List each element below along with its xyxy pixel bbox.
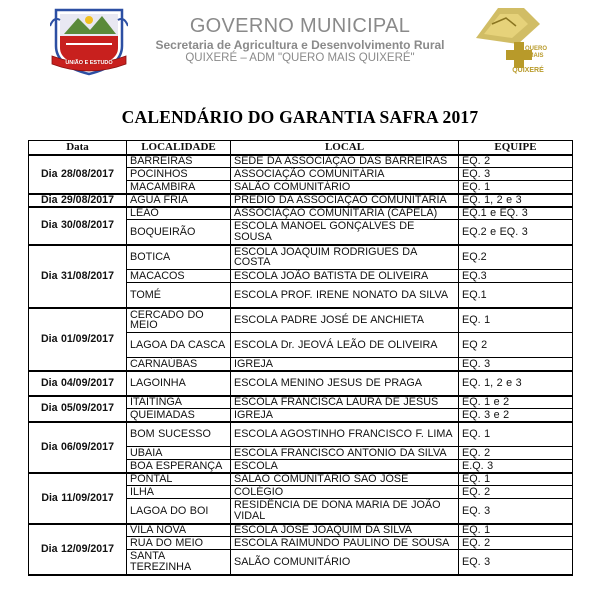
localidade-cell: CARNAÚBAS	[127, 358, 231, 371]
local-cell: SALÃO COMUNITÁRIO	[231, 550, 459, 575]
local-cell: ESCOLA JOAQUIM RODRIGUES DA COSTA	[231, 245, 459, 270]
equipe-cell: EQ. 1	[459, 473, 573, 486]
local-cell: COLÉGIO	[231, 486, 459, 499]
date-cell: Dia 04/09/2017	[29, 371, 127, 396]
local-cell: IGREJA	[231, 358, 459, 371]
localidade-cell: BOA ESPERANÇA	[127, 460, 231, 473]
local-cell: ASSOCIAÇÃO COMUNITÁRIA (CAPELA)	[231, 207, 459, 220]
quero-mais-quixere-seal-icon	[466, 4, 550, 76]
localidade-cell: MACAMBIRA	[127, 181, 231, 194]
equipe-cell: EQ. 2	[459, 447, 573, 460]
equipe-cell: E.Q. 3	[459, 460, 573, 473]
equipe-cell: EQ. 2	[459, 155, 573, 168]
equipe-cell: EQ.1 e EQ. 3	[459, 207, 573, 220]
localidade-cell: RUA DO MEIO	[127, 537, 231, 550]
equipe-cell: EQ. 1	[459, 181, 573, 194]
column-header-equipe: EQUIPE	[459, 141, 573, 155]
equipe-cell: EQ. 3	[459, 550, 573, 575]
date-cell: Dia 12/09/2017	[29, 524, 127, 575]
calendar-title: CALENDÁRIO DO GARANTIA SAFRA 2017	[121, 107, 479, 127]
table-row	[29, 396, 573, 409]
department-name: Secretaria de Agricultura e Desenvolvimento Rural	[155, 38, 445, 52]
local-cell: SEDE DA ASSOCIAÇÃO DAS BARREIRAS	[231, 155, 459, 168]
local-cell: ESCOLA	[231, 460, 459, 473]
municipal-crest-icon	[50, 6, 128, 76]
local-cell: ESCOLA PADRE JOSÉ DE ANCHIETA	[231, 308, 459, 333]
localidade-cell: LAGOA DO BOI	[127, 499, 231, 524]
svg-text:MAIS: MAIS	[528, 53, 544, 59]
local-cell: ESCOLA MENINO JESUS DE PRAGA	[231, 371, 459, 396]
localidade-cell: UBAIA	[127, 447, 231, 460]
localidade-cell: BOTICA	[127, 245, 231, 270]
equipe-cell: EQ.2	[459, 245, 573, 270]
local-cell: ESCOLA JOÃO BATISTA DE OLIVEIRA	[231, 270, 459, 283]
svg-text:QUERO: QUERO	[524, 46, 548, 52]
local-cell: ESCOLA PROF. IRENE NONATO DA SILVA	[231, 283, 459, 308]
column-header-localidade: LOCALIDADE	[127, 141, 231, 155]
equipe-cell: EQ. 1	[459, 308, 573, 333]
localidade-cell: ÁGUA FRIA	[127, 194, 231, 207]
date-cell: Dia 06/09/2017	[29, 422, 127, 473]
equipe-cell: EQ. 1, 2 e 3	[459, 371, 573, 396]
equipe-cell: EQ. 2	[459, 486, 573, 499]
schedule-body	[29, 155, 573, 575]
local-cell: IGREJA	[231, 409, 459, 422]
equipe-cell: EQ 2	[459, 333, 573, 358]
table-row	[29, 371, 573, 396]
local-cell: ESCOLA JOSÉ JOAQUIM DA SILVA	[231, 524, 459, 537]
table-row	[29, 308, 573, 333]
local-cell: ESCOLA AGOSTINHO FRANCISCO F. LIMA	[231, 422, 459, 447]
equipe-cell: EQ.2 e EQ. 3	[459, 220, 573, 245]
table-row	[29, 473, 573, 486]
column-header-local: LOCAL	[231, 141, 459, 155]
equipe-cell: EQ. 1 e 2	[459, 396, 573, 409]
local-cell: ESCOLA MANOEL GONÇALVES DE SOUSA	[231, 220, 459, 245]
date-cell: Dia 05/09/2017	[29, 396, 127, 422]
localidade-cell: LAGOINHA	[127, 371, 231, 396]
date-cell: Dia 11/09/2017	[29, 473, 127, 524]
localidade-cell: LAGOA DA CASCA	[127, 333, 231, 358]
table-row	[29, 245, 573, 270]
localidade-cell: BOM SUCESSO	[127, 422, 231, 447]
equipe-cell: EQ. 3	[459, 358, 573, 371]
date-cell: Dia 30/08/2017	[29, 207, 127, 245]
date-cell: Dia 31/08/2017	[29, 245, 127, 308]
table-row	[29, 155, 573, 168]
table-row	[29, 207, 573, 220]
svg-text:QUIXERÉ: QUIXERÉ	[512, 67, 544, 74]
local-cell: ESCOLA Dr. JEOVÁ LEÃO DE OLIVEIRA	[231, 333, 459, 358]
localidade-cell: PONTAL	[127, 473, 231, 486]
equipe-cell: EQ. 1	[459, 524, 573, 537]
local-cell: ESCOLA FRANCISCA LAURA DE JESUS	[231, 396, 459, 409]
localidade-cell: SANTA TEREZINHA	[127, 550, 231, 575]
local-cell: ESCOLA FRANCISCO ANTONIO DA SILVA	[231, 447, 459, 460]
table-row	[29, 194, 573, 207]
table-header-row	[29, 141, 573, 155]
government-title: GOVERNO MUNICIPAL	[189, 15, 411, 37]
localidade-cell: ITAITINGA	[127, 396, 231, 409]
local-cell: ESCOLA RAIMUNDO PAULINO DE SOUSA	[231, 537, 459, 550]
equipe-cell: EQ. 1, 2 e 3	[459, 194, 573, 207]
localidade-cell: BARREIRAS	[127, 155, 231, 168]
localidade-cell: POCINHOS	[127, 168, 231, 181]
local-cell: SALÃO COMUNITÁRIO	[231, 181, 459, 194]
date-cell: Dia 29/08/2017	[29, 194, 127, 207]
localidade-cell: ILHA	[127, 486, 231, 499]
schedule-table	[28, 140, 573, 576]
localidade-cell: MACACOS	[127, 270, 231, 283]
table-row	[29, 422, 573, 447]
date-cell: Dia 28/08/2017	[29, 155, 127, 194]
localidade-cell: LEÃO	[127, 207, 231, 220]
equipe-cell: EQ.3	[459, 270, 573, 283]
equipe-cell: EQ. 3	[459, 168, 573, 181]
equipe-cell: EQ.1	[459, 283, 573, 308]
equipe-cell: EQ. 1	[459, 422, 573, 447]
table-row	[29, 524, 573, 537]
localidade-cell: BOQUEIRÃO	[127, 220, 231, 245]
local-cell: SALÃO COMUNITÁRIO SÃO JOSÉ	[231, 473, 459, 486]
localidade-cell: TOMÉ	[127, 283, 231, 308]
document-header	[0, 0, 600, 82]
local-cell: PREDIO DA ASSOCIAÇÃO COMUNITÁRIA	[231, 194, 459, 207]
date-cell: Dia 01/09/2017	[29, 308, 127, 371]
equipe-cell: EQ. 3 e 2	[459, 409, 573, 422]
local-cell: ASSOCIAÇÃO COMUNITÁRIA	[231, 168, 459, 181]
equipe-cell: EQ. 2	[459, 537, 573, 550]
equipe-cell: EQ. 3	[459, 499, 573, 524]
localidade-cell: VILA NOVA	[127, 524, 231, 537]
localidade-cell: CERCADO DO MEIO	[127, 308, 231, 333]
local-cell: RESIDÊNCIA DE DONA MARIA DE JOÃO VIDAL	[231, 499, 459, 524]
svg-text:UNIÃO E ESTUDO: UNIÃO E ESTUDO	[65, 60, 113, 66]
administration-name: QUIXERÉ – ADM "QUERO MAIS QUIXERÉ"	[185, 52, 415, 64]
column-header-date: Data	[29, 141, 127, 155]
localidade-cell: QUEIMADAS	[127, 409, 231, 422]
